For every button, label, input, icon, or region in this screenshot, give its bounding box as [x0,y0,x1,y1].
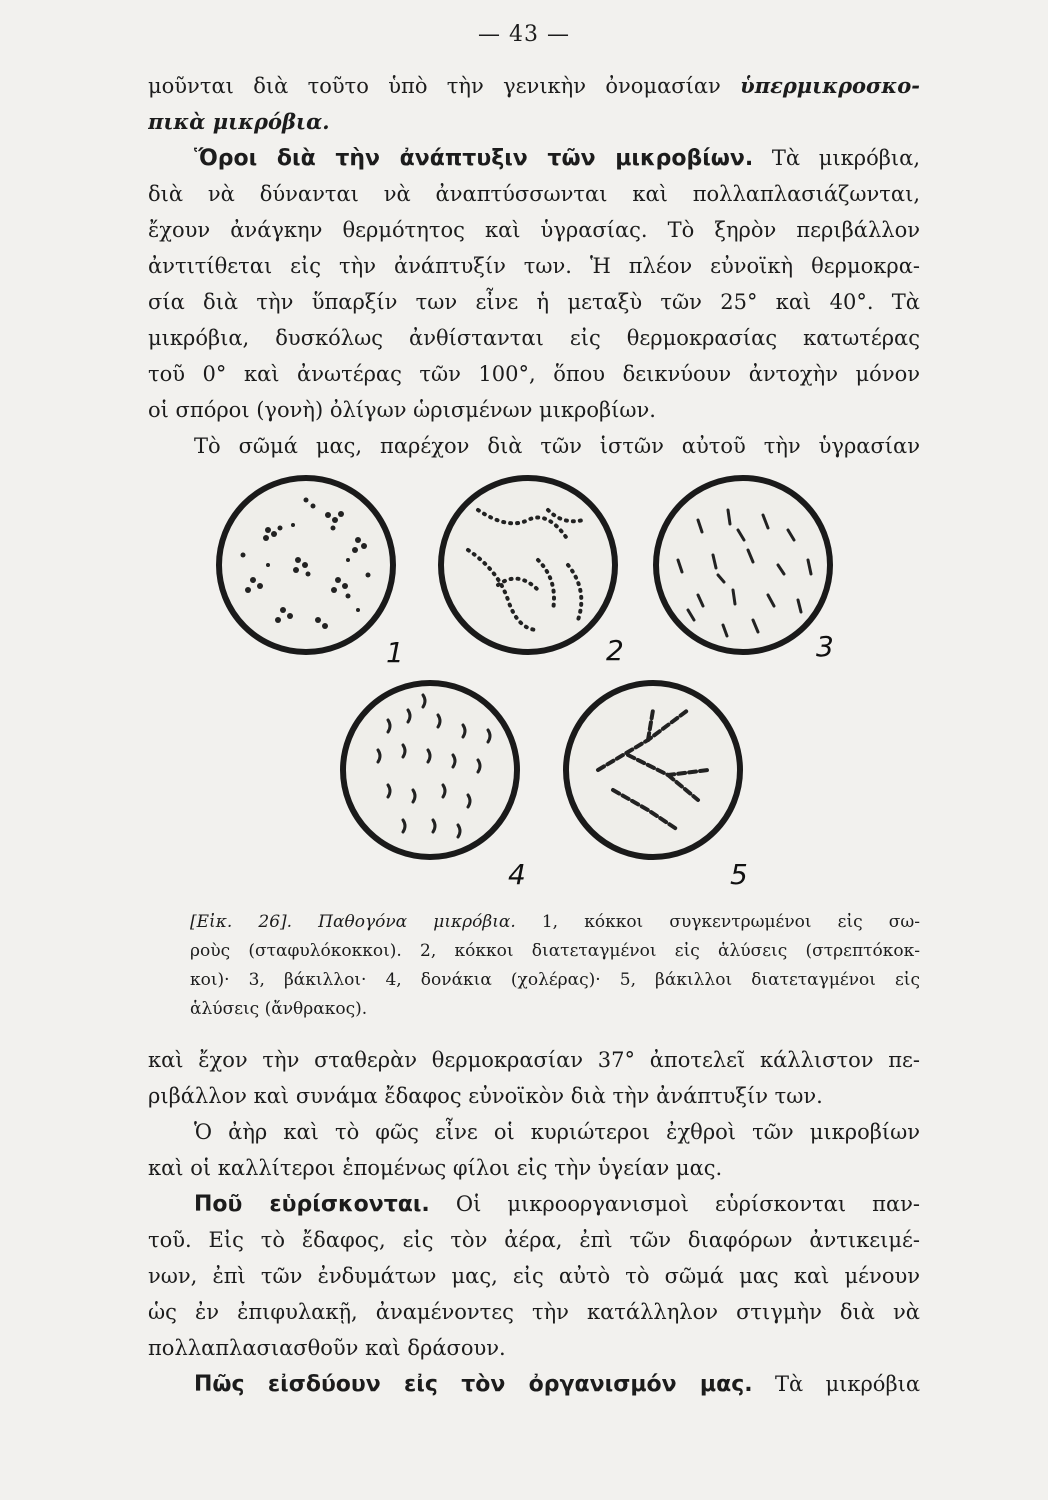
text-line: ἔχουν ἀνάγκην θερμότητος καὶ ὑγρασίας. Τὸ ξηρὸν περιβάλλον [148,218,920,242]
microscope-view-1 [219,478,393,652]
section-heading-line: Ὅροι διὰ τὴν ἀνάπτυξιν τῶν μικροβίων. Τὰ μικρόβια, [194,146,920,171]
text-line: ριβάλλον καὶ συνάμα ἔδαφος εὐνοϊκὸν διὰ τὴν ἀνάπτυξίν των. [148,1084,823,1108]
section-heading: Πῶς εἰσδύουν εἰς τὸν ὀργανισμόν μας. [194,1372,753,1397]
caption-line: ἁλύσεις (ἄνθρακος). [190,999,368,1019]
figure-label-2: 2 [606,634,624,667]
caption-line: [Εἰκ. 26]. Παθογόνα μικρόβια. 1, κόκκοι συγκεντρωμένοι εἰς σω- [190,912,920,932]
microscope-view-2 [441,478,615,652]
caption-line: κοι)· 3, βάκιλλοι· 4, δονάκια (χολέρας)· 5, βάκιλλοι διατεταγμένοι εἰς [190,970,920,990]
text-line: καὶ ἔχον τὴν σταθερὰν θερμοκρασίαν 37° ἀποτελεῖ κάλλιστον πε- [148,1048,920,1072]
text-line: πολλαπλασιασθοῦν καὶ δράσουν. [148,1336,506,1360]
text-line: ὡς ἐν ἐπιφυλακῇ, ἀναμένοντες τὴν κατάλληλον στιγμὴν διὰ νὰ [148,1300,920,1324]
top-text-block [148,68,920,464]
section-heading-line: Πῶς εἰσδύουν εἰς τὸν ὀργανισμόν μας. Τὰ μικρόβια [194,1372,920,1397]
figure-label-4: 4 [508,858,526,890]
microscope-view-5 [566,683,740,857]
section-heading: Ποῦ εὑρίσκονται. [194,1192,430,1217]
section-heading-line: Ποῦ εὑρίσκονται. Οἱ μικροοργανισμοὶ εὑρίσκονται παν- [194,1192,920,1217]
text-line: νων, ἐπὶ τῶν ἐνδυμάτων μας, εἰς αὐτὸ τὸ σῶμά μας καὶ μένουν [148,1264,920,1288]
text-line: ἀντιτίθεται εἰς τὴν ἀνάπτυξίν των. Ἡ πλέον εὐνοϊκὴ θερμοκρα- [148,254,920,278]
text-line: Τὸ σῶμά μας, παρέχον διὰ τῶν ἱστῶν αὐτοῦ τὴν ὑγρασίαν [194,434,920,458]
figure-label-5: 5 [730,858,748,890]
microscope-view-4 [343,683,517,857]
caption-line: ροὺς (σταφυλόκοκκοι). 2, κόκκοι διατεταγμένοι εἰς ἁλύσεις (στρεπτόκοκ- [190,941,920,961]
figure-label-1: 1 [386,636,404,669]
figure-caption [190,908,920,1024]
section-heading: Ὅροι διὰ τὴν ἀνάπτυξιν τῶν μικροβίων. [194,146,754,171]
text-line: τοῦ. Εἰς τὸ ἔδαφος, εἰς τὸν ἀέρα, ἐπὶ τῶν διαφόρων ἀντικειμέ- [148,1228,920,1252]
text-line: Ὁ ἀὴρ καὶ τὸ φῶς εἶνε οἱ κυριώτεροι ἐχθροὶ τῶν μικροβίων [194,1120,920,1144]
microscope-view-3 [656,478,830,652]
text-line: μικρόβια, δυσκόλως ἀνθίστανται εἰς θερμοκρασίας κατωτέρας [148,326,920,350]
text-line: διὰ νὰ δύνανται νὰ ἀναπτύσσωνται καὶ πολλαπλασιάζωνται, [148,182,920,206]
text-line: πικὰ μικρόβια. [148,109,330,134]
bottom-text-block [148,1042,920,1402]
text-line: μοῦνται διὰ τοῦτο ὑπὸ τὴν γενικὴν ὀνομασίαν ὑπερμικροσκο- [148,73,920,98]
caption-label: [Εἰκ. 26]. [190,912,293,932]
microbes-figure [208,470,848,890]
page-number: — 43 — [478,22,570,47]
text-line: σία διὰ τὴν ὕπαρξίν των εἶνε ἡ μεταξὺ τῶν 25° καὶ 40°. Τὰ [148,290,920,314]
caption-title: Παθογόνα μικρόβια. [318,912,516,932]
text-line: οἱ σπόροι (γονὴ) ὀλίγων ὡρισμένων μικροβίων. [148,398,656,422]
figure-label-3: 3 [816,630,834,663]
text-line: τοῦ 0° καὶ ἀνωτέρας τῶν 100°, ὅπου δεικνύουν ἀντοχὴν μόνον [148,362,920,386]
text-line: καὶ οἱ καλλίτεροι ἑπομένως φίλοι εἰς τὴν ὑγείαν μας. [148,1156,723,1180]
